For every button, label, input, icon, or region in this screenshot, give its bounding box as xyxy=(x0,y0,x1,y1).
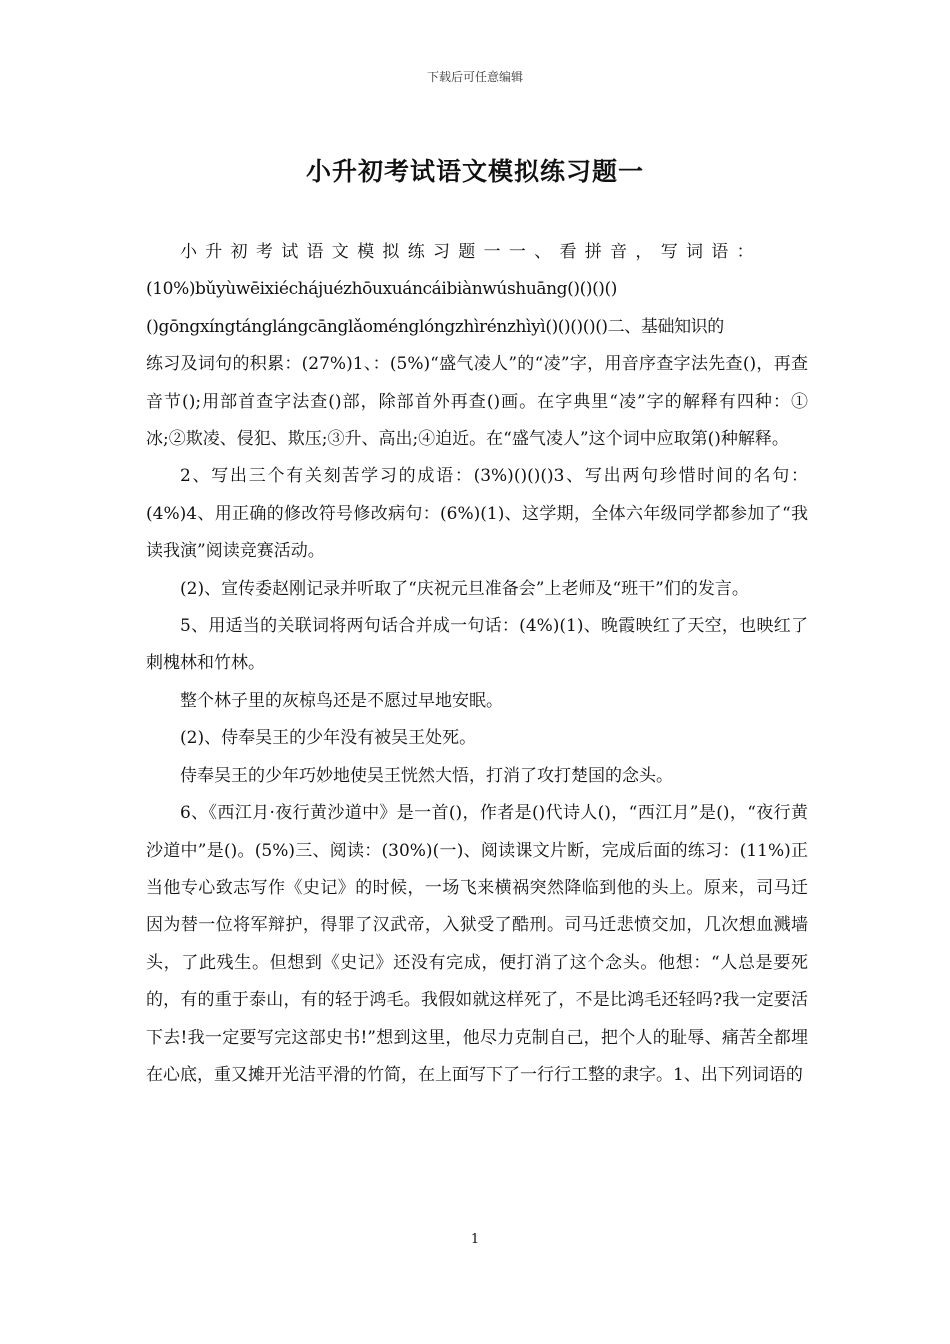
header-note: 下载后可任意编辑 xyxy=(426,70,523,84)
paragraph-sentence-birds: 整个林子里的灰椋鸟还是不愿过早地安眠。 xyxy=(180,690,503,711)
paragraph-sentence-wu-king: 侍奉吴王的少年巧妙地使吴王恍然大悟，打消了攻打楚国的念头。 xyxy=(180,765,673,786)
paragraph-basic-knowledge: 练习及词句的积累：(27%)1、：(5%)“盛气凌人”的“凌”字，用音序查字法先查()，再查音节();用部首查字法查()部，除部首外再查()画。在字典里“凌”字的解释有四种：①冰;②欺凌、侵犯、欺压;③升、高出;④迫近。在“盛气凌人”这个词中应取第()种解释。 xyxy=(146,354,808,450)
paragraph-sentence-boy: (2)、侍奉吴王的少年没有被吴王处死。 xyxy=(180,728,477,749)
paragraph-question-2-4: 2、写出三个有关刻苦学习的成语：(3%)()()()3、写出两句珍惜时间的名句：(4%)4、用正确的修改符号修改病句：(6%)(1)、这学期，全体六年级同学都参加了“我读我演”阅读竞赛活动。 xyxy=(146,466,808,562)
paragraph-question-5: 5、用适当的关联词将两句话合并成一句话：(4%)(1)、晚霞映红了天空，也映红了刺槐林和竹林。 xyxy=(146,616,808,674)
document-title: 小升初考试语文模拟练习题一 xyxy=(305,157,644,186)
document-body xyxy=(146,234,808,1094)
paragraph-intro: 小升初考试语文模拟练习题一一、看拼音，写词语： xyxy=(180,242,762,262)
pinyin-line-1: (10%)bǔyùwēixiéchájuézhōuxuáncáibiànwúshuāng()()()() xyxy=(146,279,618,300)
page-number: 1 xyxy=(470,1232,480,1247)
paragraph-question-6-reading: 6、《西江月·夜行黄沙道中》是一首()，作者是()代诗人()，“西江月”是()，“夜行黄沙道中”是()。(5%)三、阅读：(30%)(一)、阅读课文片断，完成后面的练习：(11%)正当他专心致志写作《史记》的时候，一场飞来横祸突然降临到他的头上。原来，司马迁因为替一位将军辩护，得罪了汉武帝，入狱受了酷刑。司马迁悲愤交加，几次想血溅墙头，了此残生。但想到《史记》还没有完成，便打消了这个念头。他想：“人总是要死的，有的重于泰山，有的轻于鸿毛。我假如就这样死了，不是比鸿毛还轻吗?我一定要活下去!我一定要写完这部史书!”想到这里，他尽力克制自己，把个人的耻辱、痛苦全都埋在心底，重又摊开光洁平滑的竹简，在上面写下了一行行工整的隶字。1、出下列词语的 xyxy=(146,803,808,1085)
paragraph-sentence-2: (2)、宣传委赵刚记录并听取了“庆祝元旦准备会”上老师及“班干”们的发言。 xyxy=(180,578,749,599)
pinyin-line-2: ()gōngxíngtánglángcānglǎoménglóngzhìrénzhìyì()()()()()二、基础知识的 xyxy=(146,316,724,337)
